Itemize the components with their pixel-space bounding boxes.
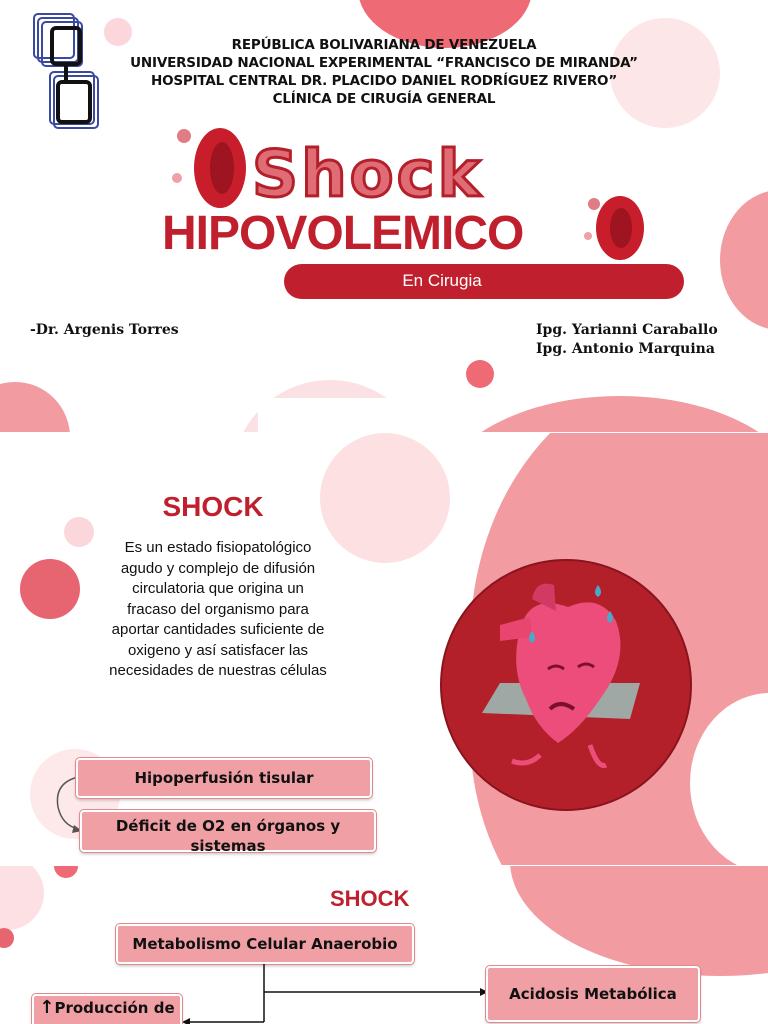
flow-box-o2-deficit [80,810,376,855]
decor-circle [20,559,80,619]
author-name: Ipg. Yarianni Caraballo [536,322,718,338]
decor-circle [720,190,768,330]
up-arrow-icon: ↑ [39,997,55,1018]
flow-box-label: Metabolismo Celular Anaerobio [132,935,398,953]
header-line: HOSPITAL CENTRAL DR. PLACIDO DANIEL RODRÍGUEZ RIVERO” [150,73,618,89]
flow-box-metabolism [116,924,414,964]
decor-shape [510,866,768,976]
definition-slide [0,433,768,865]
flow-box-production [32,994,182,1024]
metabolism-slide [0,866,768,1024]
tutor-name: -Dr. Argenis Torres [30,322,179,338]
flow-box-label: Hipoperfusión tisular [134,769,314,787]
decor-circle [0,866,44,930]
title-shock: Shock [252,138,484,212]
sick-heart-illustration [440,559,692,811]
decor-circle [0,382,70,432]
decor-circle [466,360,494,388]
flow-box-acidosis [486,966,700,1022]
slide-heading: SHOCK [330,886,410,911]
decor-circle [0,928,14,948]
header-line: CLÍNICA DE CIRUGÍA GENERAL [272,91,496,107]
blood-cell-icon [170,122,260,214]
decor-circle [440,396,768,432]
flow-box-label: Déficit de O2 en órganos y sistemas [115,817,341,855]
author-name: Ipg. Antonio Marquina [536,341,715,357]
header-line: REPÚBLICA BOLIVARIANA DE VENEZUELA [231,37,537,53]
decor-circle [320,433,450,563]
subtitle: En Cirugia [402,271,482,290]
title-slide [0,0,768,432]
blood-cell-icon [580,190,658,264]
flow-connector [180,964,490,1024]
decor-shape [258,398,478,432]
flow-box-label: Acidosis Metabólica [509,985,677,1003]
flow-box-label: Producción de [54,999,175,1017]
decor-circle [54,866,78,878]
title-main: HIPOVOLEMICO [162,207,524,260]
flow-box-hypoperfusion [76,758,372,798]
definition-text: Es un estado fisiopatológico agudo y complejo de difusión circulatoria que origina un fracaso del organismo para aportar cantidades suficiente de oxigeno y así satisfacer las necesidades de nuestras células [109,539,327,679]
university-logo-icon [30,10,102,132]
header-line: UNIVERSIDAD NACIONAL EXPERIMENTAL “FRANCISCO DE MIRANDA” [130,55,638,71]
slide-heading: SHOCK [162,491,264,522]
decor-circle [64,517,94,547]
